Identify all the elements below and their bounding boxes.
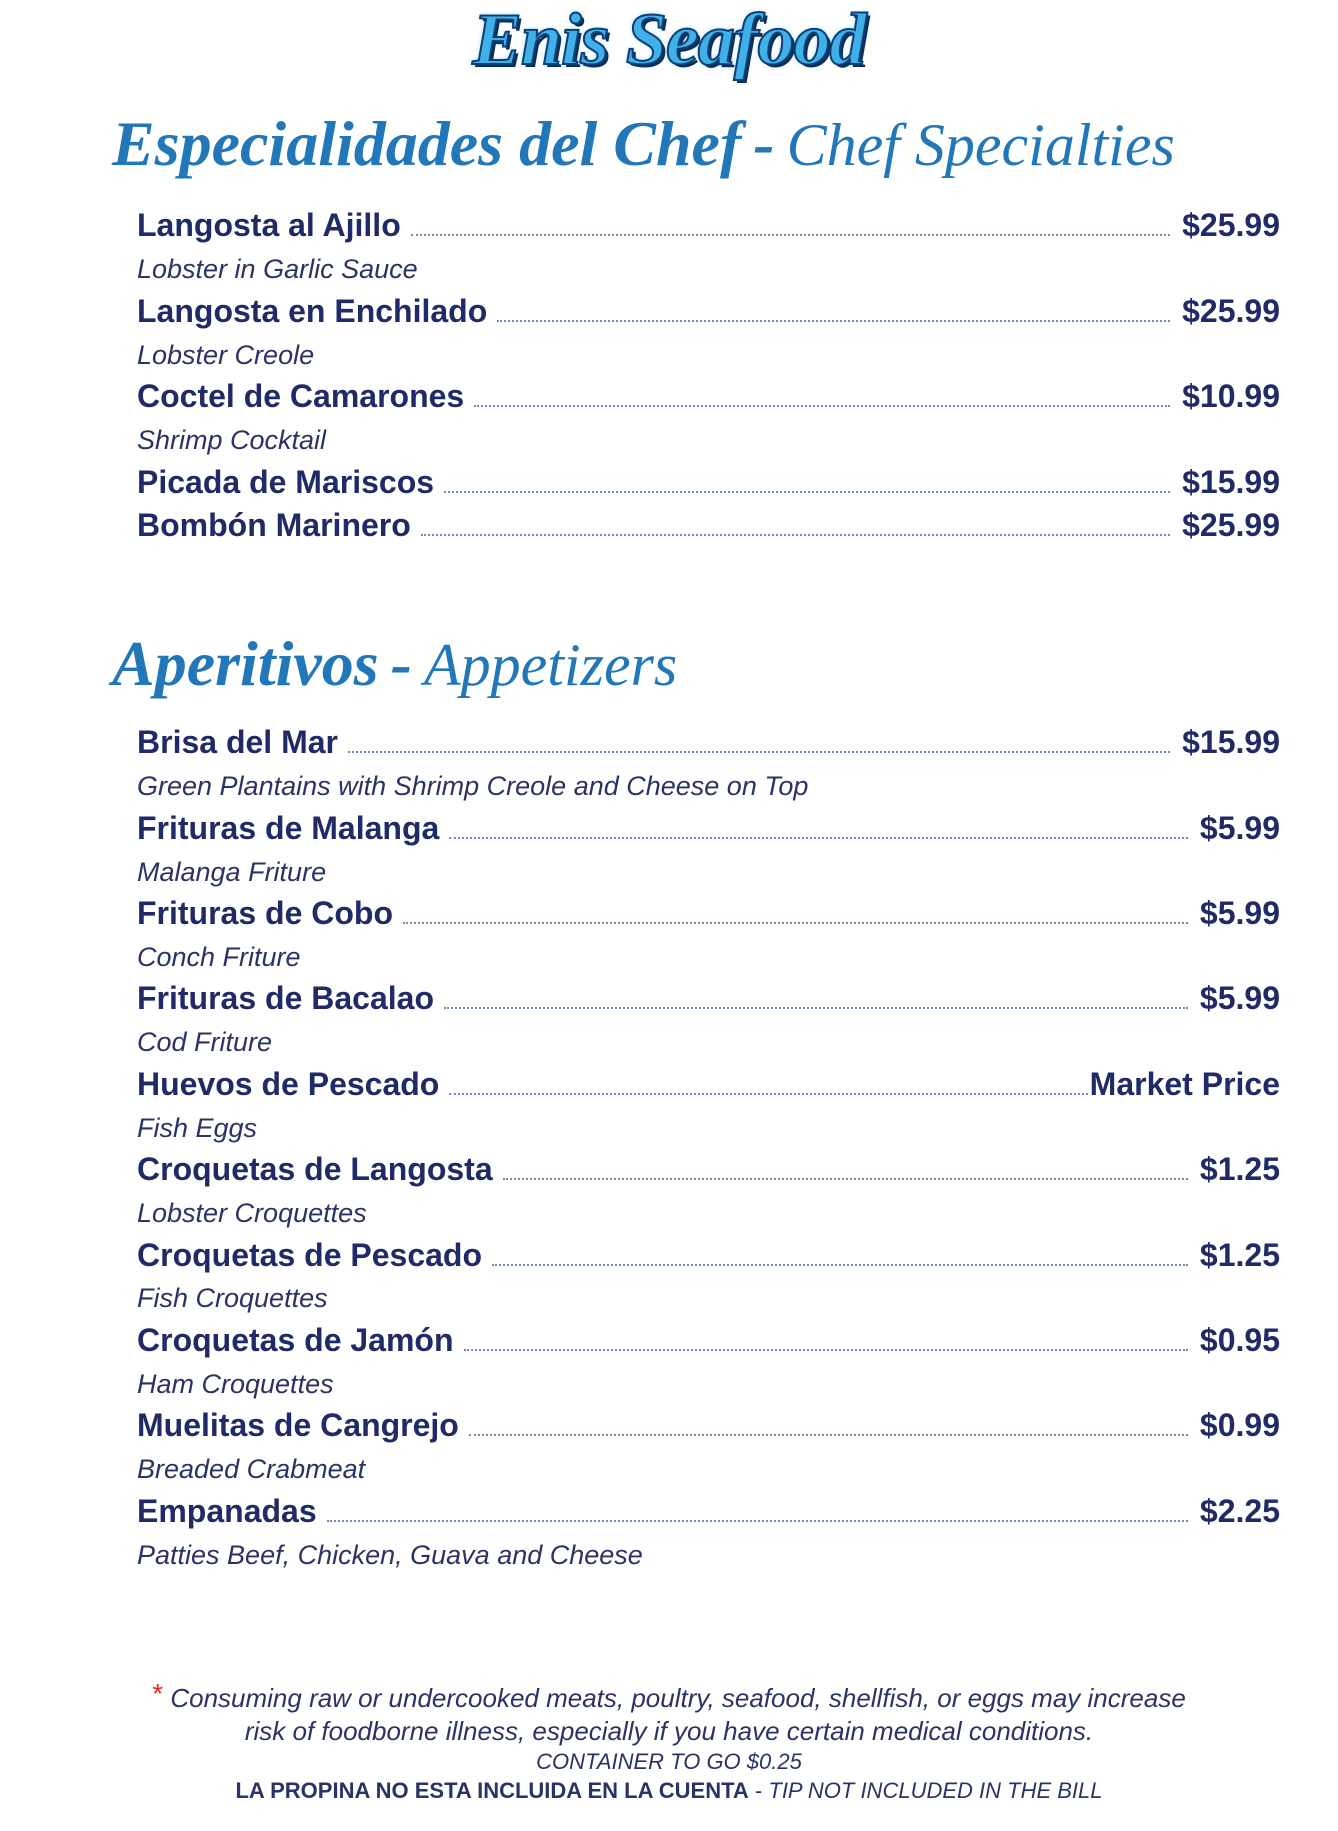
menu-item-price: $10.99 (1182, 378, 1280, 414)
dot-leader (474, 404, 1170, 407)
menu-item (137, 1149, 1280, 1189)
asterisk-marker: * (152, 1678, 164, 1709)
section-title-appetizers (112, 628, 677, 701)
menu-item-description: Lobster in Garlic Sauce (137, 254, 418, 284)
dot-leader (444, 1006, 1188, 1009)
menu-item-description: Breaded Crabmeat (137, 1454, 366, 1484)
dot-leader (492, 1263, 1188, 1266)
menu-item-name: Langosta en Enchilado (137, 293, 488, 329)
disclaimer-line-1 (0, 1677, 1338, 1715)
menu-item-price: $1.25 (1199, 1237, 1280, 1273)
menu-item-name: Picada de Mariscos (137, 464, 435, 500)
menu-item-price: $0.95 (1199, 1322, 1280, 1358)
menu-item-name: Brisa del Mar (137, 724, 338, 760)
tip-note-separator: - (748, 1778, 769, 1803)
menu-item-price: $2.25 (1199, 1493, 1280, 1529)
menu-item (137, 978, 1280, 1018)
menu-item-name: Langosta al Ajillo (137, 207, 401, 243)
dot-leader (444, 490, 1170, 493)
menu-item-price: $25.99 (1182, 507, 1280, 543)
menu-item (137, 1320, 1280, 1360)
menu-item (137, 376, 1280, 416)
dot-leader (503, 1177, 1188, 1180)
menu-item-price: $25.99 (1182, 207, 1280, 243)
menu-item-name: Coctel de Camarones (137, 378, 465, 414)
menu-item-name: Frituras de Cobo (137, 895, 394, 931)
menu-item (137, 291, 1280, 331)
menu-item (137, 893, 1280, 933)
menu-item-name: Huevos de Pescado (137, 1066, 440, 1102)
menu-item-name: Croquetas de Pescado (137, 1237, 482, 1273)
dot-leader (464, 1348, 1188, 1351)
section-title-en: Chef Specialties (786, 112, 1175, 178)
container-fee-text: CONTAINER TO GO $0.25 (536, 1749, 802, 1774)
menu-item-price: $5.99 (1199, 810, 1280, 846)
section-title-separator: - (753, 108, 775, 179)
menu-item-description: Fish Croquettes (137, 1283, 328, 1313)
menu-item-description: Fish Eggs (137, 1113, 258, 1143)
dot-leader (497, 319, 1170, 322)
menu-item-name: Muelitas de Cangrejo (137, 1407, 459, 1443)
menu-item (137, 505, 1280, 545)
menu-item-name: Croquetas de Jamón (137, 1322, 454, 1358)
menu-item-name: Empanadas (137, 1493, 317, 1529)
menu-item (137, 205, 1280, 245)
section-title-es: Especialidades del Chef (112, 108, 742, 179)
dot-leader (469, 1433, 1188, 1436)
menu-item (137, 722, 1280, 762)
tip-note-es: LA PROPINA NO ESTA INCLUIDA EN LA CUENTA (235, 1778, 749, 1803)
menu-item-price: Market Price (1089, 1066, 1280, 1102)
menu-item (137, 1235, 1280, 1275)
tip-note (0, 1777, 1338, 1805)
disclaimer-text-1: Consuming raw or undercooked meats, poultry, seafood, shellfish, or eggs may increase (170, 1683, 1186, 1713)
dot-leader (449, 836, 1188, 839)
menu-item-description: Lobster Creole (137, 340, 315, 370)
menu-item (137, 462, 1280, 502)
menu-item-price: $1.25 (1199, 1151, 1280, 1187)
section-title-separator: - (390, 628, 412, 699)
menu-item-description: Conch Friture (137, 942, 301, 972)
dot-leader (348, 750, 1170, 753)
menu-item-description: Lobster Croquettes (137, 1198, 367, 1228)
health-disclaimer (0, 1677, 1338, 1748)
menu-item-description: Cod Friture (137, 1027, 273, 1057)
menu-item (137, 1405, 1280, 1445)
menu-item-price: $25.99 (1182, 293, 1280, 329)
menu-item-name: Frituras de Malanga (137, 810, 440, 846)
tip-note-en: TIP NOT INCLUDED IN THE BILL (768, 1778, 1103, 1803)
dot-leader (421, 533, 1170, 536)
disclaimer-line-2: risk of foodborne illness, especially if you have certain medical conditions. (244, 1716, 1094, 1746)
section-title-chef-specialties (112, 108, 1175, 181)
menu-item-price: $5.99 (1199, 895, 1280, 931)
dot-leader (411, 233, 1170, 236)
restaurant-logo: Enis Seafood (472, 0, 866, 81)
menu-item-description: Shrimp Cocktail (137, 425, 327, 455)
section-title-es: Aperitivos (112, 628, 379, 699)
menu-item-price: $15.99 (1182, 464, 1280, 500)
menu-item-description: Green Plantains with Shrimp Creole and Cheese on Top (137, 771, 809, 801)
menu-item (137, 1491, 1280, 1531)
container-fee-note (0, 1748, 1338, 1776)
dot-leader (449, 1092, 1087, 1095)
menu-item-description: Ham Croquettes (137, 1369, 334, 1399)
menu-item-price: $0.99 (1199, 1407, 1280, 1443)
menu-item (137, 1064, 1280, 1104)
dot-leader (403, 921, 1188, 924)
menu-item-name: Frituras de Bacalao (137, 980, 434, 1016)
menu-item-description: Malanga Friture (137, 857, 327, 887)
menu-item-price: $5.99 (1199, 980, 1280, 1016)
menu-item-description: Patties Beef, Chicken, Guava and Cheese (137, 1540, 643, 1570)
section-title-en: Appetizers (423, 632, 678, 698)
menu-item (137, 808, 1280, 848)
dot-leader (327, 1519, 1188, 1522)
menu-item-price: $15.99 (1182, 724, 1280, 760)
menu-item-name: Bombón Marinero (137, 507, 411, 543)
menu-item-name: Croquetas de Langosta (137, 1151, 493, 1187)
